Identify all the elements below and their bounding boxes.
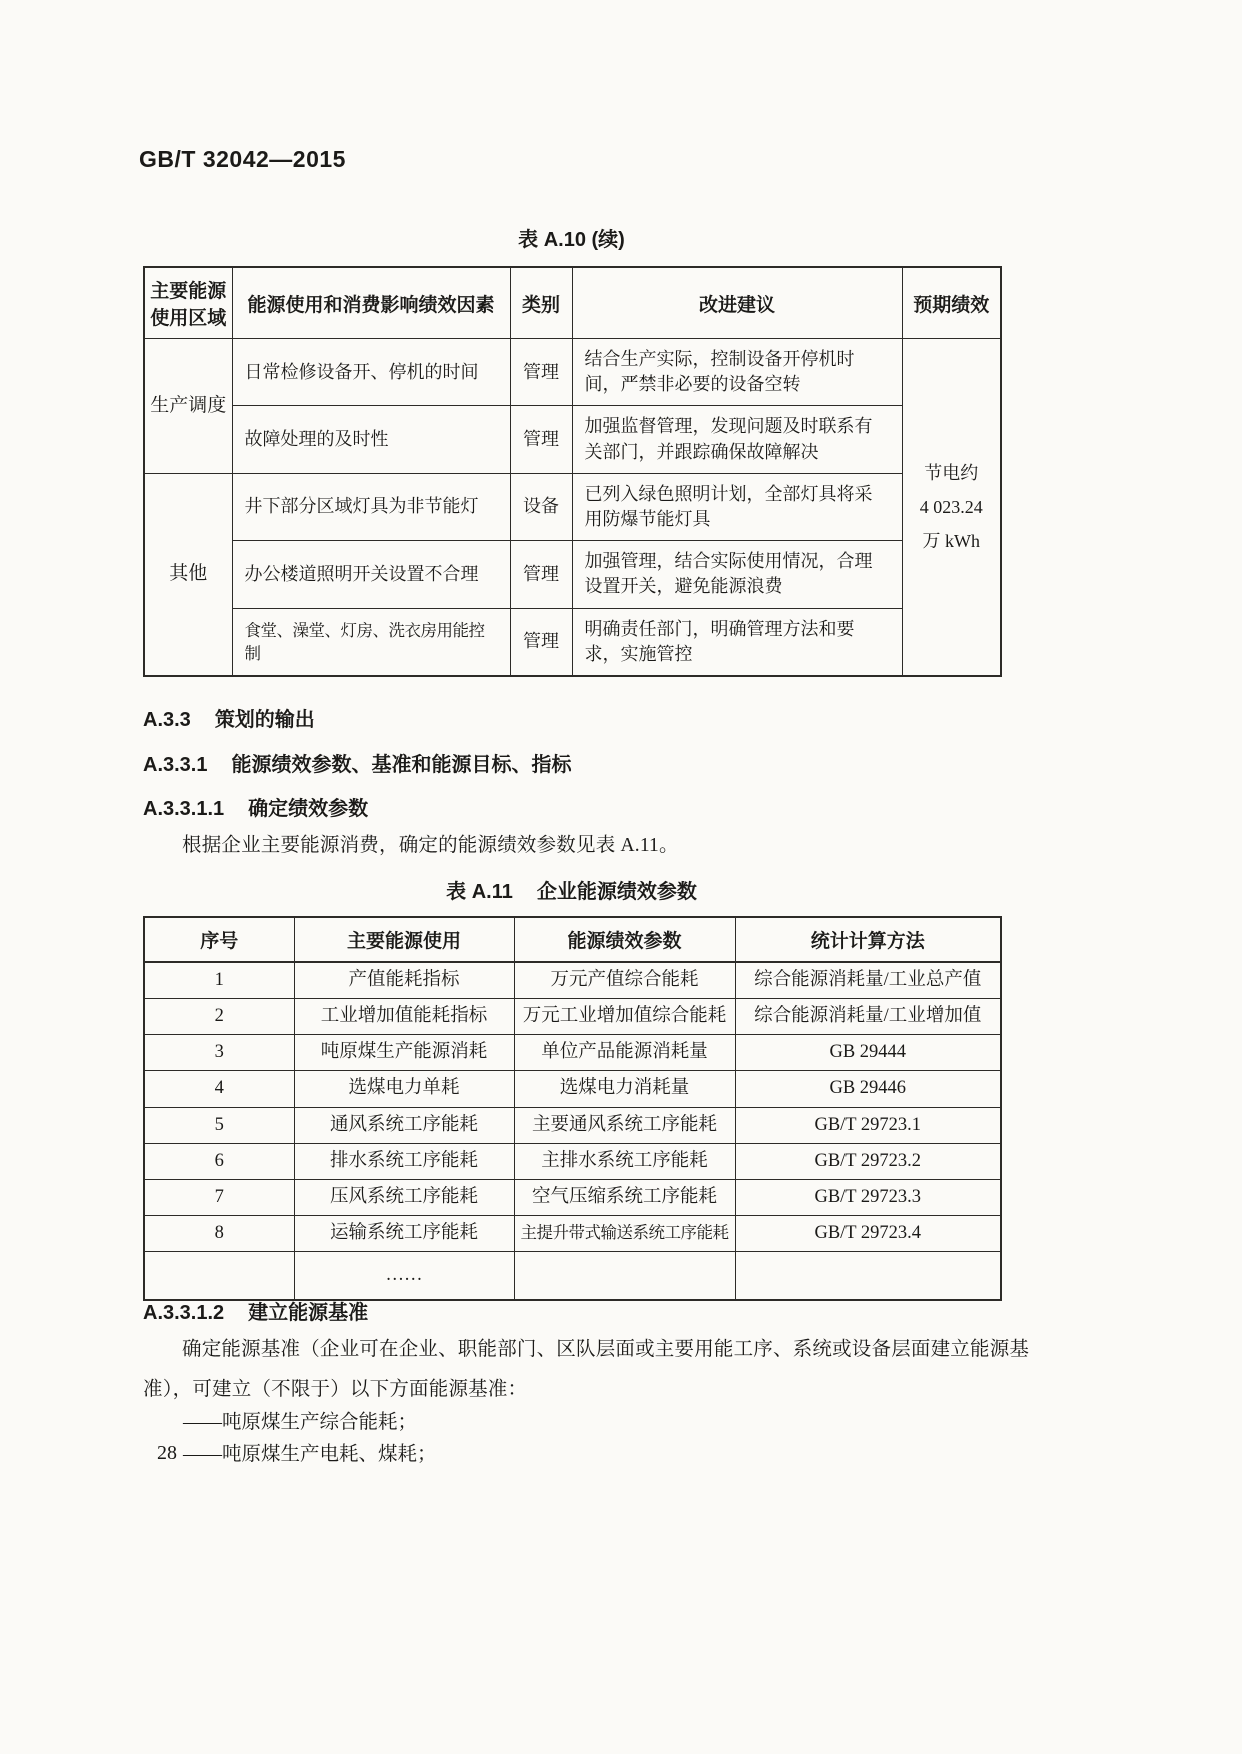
no-cell: 7 [144,1179,294,1215]
table-row [144,1252,1001,1300]
table-row [144,473,1001,540]
table-row [144,1107,1001,1143]
method-cell [735,1252,1001,1300]
expected-line2: 4 023.24 [919,496,983,517]
category-cell: 管理 [510,608,572,676]
table-row [144,339,1001,406]
expected-line1: 节电约 [924,462,979,483]
table-row [144,999,1001,1035]
table-a11 [143,916,1002,1301]
no-cell [144,1252,294,1300]
section-heading-a-3-3-1 [143,748,571,777]
section-heading-a-3-3 [143,703,315,732]
category-cell: 设备 [510,473,572,540]
col-header-area-line1: 主要能源 [150,281,227,302]
list-item-coal-electricity: ——吨原煤生产电耗、煤耗； [183,1444,437,1465]
suggestion-cell: 加强监督管理，发现问题及时联系有关部门，并跟踪确保故障解决 [572,406,902,473]
factor-cell: 食堂、澡堂、灯房、洗衣房用能控制 [232,608,510,676]
page-number: 28 [157,1442,177,1464]
no-cell: 3 [144,1035,294,1071]
energy-use-cell: 选煤电力单耗 [294,1071,514,1107]
param-cell: 单位产品能源消耗量 [514,1035,735,1071]
area-group-production-scheduling: 生产调度 [144,339,232,474]
suggestion-cell: 加强管理，结合实际使用情况，合理设置开关，避免能源浪费 [572,541,902,608]
suggestion-cell: 已列入绿色照明计划，全部灯具将采用防爆节能灯具 [572,473,902,540]
energy-use-cell: 运输系统工序能耗 [294,1215,514,1251]
suggestion-cell: 明确责任部门，明确管理方法和要求，实施管控 [572,608,902,676]
table-row [144,1179,1001,1215]
suggestion-cell: 结合生产实际，控制设备开停机时间，严禁非必要的设备空转 [572,339,902,406]
table-row [144,1215,1001,1251]
table-a10-title: 表 A.10 (续) [518,229,625,251]
method-cell: GB/T 29723.4 [735,1215,1001,1251]
param-cell: 主排水系统工序能耗 [514,1143,735,1179]
section-number: A.3.3.1.1 [143,798,225,820]
table-a11-title [143,875,1000,904]
table-a11-title-number: 表 A.11 [446,881,513,903]
section-number: A.3.3.1.2 [143,1302,225,1324]
col-header-performance-param: 能源绩效参数 [514,917,735,962]
section-title: 建立能源基准 [248,1302,369,1324]
energy-use-cell: 通风系统工序能耗 [294,1107,514,1143]
no-cell: 2 [144,999,294,1035]
col-header-category: 类别 [510,267,572,339]
category-cell: 管理 [510,406,572,473]
factor-cell: 办公楼道照明开关设置不合理 [232,541,510,608]
paragraph-a3312: 确定能源基准（企业可在企业、职能部门、区队层面或主要用能工序、系统或设备层面建立能源基准），可建立（不限于）以下方面能源基准： [143,1339,1030,1400]
table-row [144,1071,1001,1107]
table-a10-header-row [144,267,1001,339]
col-header-area [144,267,232,339]
method-cell: GB/T 29723.1 [735,1107,1001,1143]
no-cell: 5 [144,1107,294,1143]
table-a11-header-row [144,917,1001,962]
energy-use-cell: 吨原煤生产能源消耗 [294,1035,514,1071]
method-cell: GB/T 29723.2 [735,1143,1001,1179]
table-row [144,962,1001,999]
paragraph-a3311: 根据企业主要能源消费，确定的能源绩效参数见表 A.11。 [182,835,679,856]
section-number: A.3.3.1 [143,754,208,776]
no-cell: 8 [144,1215,294,1251]
expected-line3: 万 kWh [922,531,980,552]
energy-use-cell: 压风系统工序能耗 [294,1179,514,1215]
param-cell: 万元产值综合能耗 [514,962,735,999]
table-row [144,1143,1001,1179]
section-title: 策划的输出 [214,709,315,731]
area-group-other: 其他 [144,473,232,676]
factor-cell: 日常检修设备开、停机的时间 [232,339,510,406]
param-cell: 主要通风系统工序能耗 [514,1107,735,1143]
no-cell: 4 [144,1071,294,1107]
energy-use-cell: 排水系统工序能耗 [294,1143,514,1179]
expected-performance-cell [902,339,1001,676]
param-cell: 选煤电力消耗量 [514,1071,735,1107]
category-cell: 管理 [510,339,572,406]
table-a10 [143,266,1002,677]
param-cell: 空气压缩系统工序能耗 [514,1179,735,1215]
method-cell: 综合能源消耗量/工业总产值 [735,962,1001,999]
energy-use-cell: …… [294,1252,514,1300]
method-cell: 综合能源消耗量/工业增加值 [735,999,1001,1035]
col-header-expected: 预期绩效 [902,267,1001,339]
section-title: 能源绩效参数、基准和能源目标、指标 [231,754,572,776]
col-header-energy-use: 主要能源使用 [294,917,514,962]
category-cell: 管理 [510,541,572,608]
method-cell: GB 29444 [735,1035,1001,1071]
list-item-coal-comprehensive: ——吨原煤生产综合能耗； [183,1412,418,1433]
section-number: A.3.3 [143,709,191,731]
param-cell: 主提升带式输送系统工序能耗 [514,1215,735,1251]
col-header-no: 序号 [144,917,294,962]
col-header-factor: 能源使用和消费影响绩效因素 [232,267,510,339]
factor-cell: 井下部分区域灯具为非节能灯 [232,473,510,540]
param-cell [514,1252,735,1300]
table-row [144,1035,1001,1071]
energy-use-cell: 工业增加值能耗指标 [294,999,514,1035]
method-cell: GB/T 29723.3 [735,1179,1001,1215]
energy-use-cell: 产值能耗指标 [294,962,514,999]
factor-cell: 故障处理的及时性 [232,406,510,473]
table-row [144,608,1001,676]
param-cell: 万元工业增加值综合能耗 [514,999,735,1035]
doc-number: GB/T 32042—2015 [139,146,346,172]
table-row [144,406,1001,473]
no-cell: 1 [144,962,294,999]
method-cell: GB 29446 [735,1071,1001,1107]
table-row [144,541,1001,608]
section-title: 确定绩效参数 [248,798,369,820]
col-header-suggestion: 改进建议 [572,267,902,339]
col-header-calc-method: 统计计算方法 [735,917,1001,962]
col-header-area-line2: 使用区域 [150,308,227,329]
section-heading-a-3-3-1-1 [143,792,368,821]
section-heading-a-3-3-1-2 [143,1296,368,1325]
no-cell: 6 [144,1143,294,1179]
table-a11-title-text: 企业能源绩效参数 [536,881,697,903]
